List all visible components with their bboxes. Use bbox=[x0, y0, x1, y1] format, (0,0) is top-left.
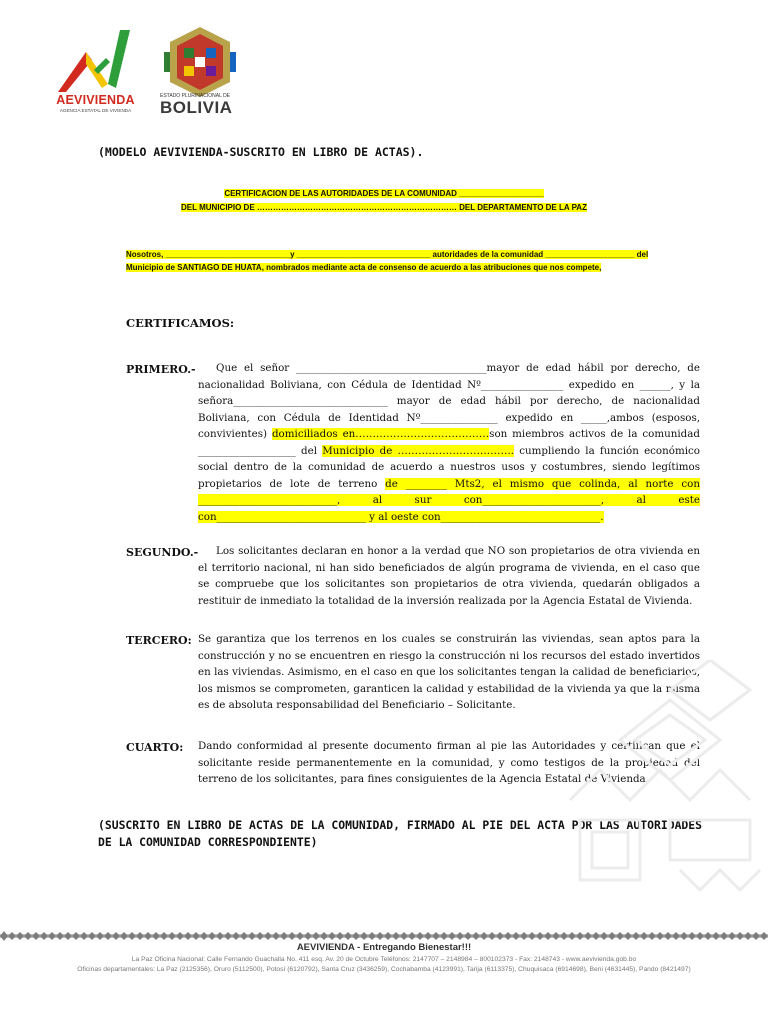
aevivienda-subtitle: AGENCIA ESTATAL DE VIVIENDA bbox=[59, 108, 132, 113]
tercero-label: TERCERO: bbox=[126, 634, 192, 647]
tercero-body: Se garantiza que los terrenos en los cuales se construirán las viviendas, sean aptos para la construcción y no se encuentren en riesgo la construcción ni los recursos del estado invertidos en las viviendas. Asimismo, en el caso en que los solicitantes tengan la calidad de beneficiarios, los mismos se comprometen, garanticen la calidad y estabilidad de la vivienda ya que la misma es de absoluta responsabilidad del Beneficiario – Solicitante. bbox=[198, 633, 700, 711]
decorative-pattern-watermark bbox=[560, 660, 768, 920]
cuarto-label: CUARTO: bbox=[126, 741, 184, 754]
certification-line-1: CERTIFICACION DE LAS AUTORIDADES DE LA COMUNIDAD ___________________ bbox=[224, 189, 544, 198]
segundo-label: SEGUNDO.- bbox=[126, 546, 199, 559]
primero-text-1: Que el señor _____________________________________mayor de edad hábil por derecho, de nacionalidad Boliviana, con Cédula de Identidad Nº________________ expedido en ______, y la señora______________________________ mayor de edad hábil por derecho, de nacionalidad Boliviana, con Cédula de Identidad Nº_______________ expedido en _____,ambos (esposos, convivientes) bbox=[198, 362, 700, 440]
model-title: (MODELO AEVIVIENDA-SUSCRITO EN LIBRO DE ACTAS). bbox=[98, 145, 424, 159]
nosotros-line-2: Municipio de SANTIAGO DE HUATA, nombrados mediante acta de consenso de acuerdo a las atribuciones que nos compete, bbox=[126, 263, 602, 272]
footer-regional-offices: Oficinas departamentales: La Paz (2125356), Oruro (5112500), Potosí (6120792), Santa Cruz (3436259), Cochabamba (4123991), Tarija (6113375), Chuquisaca (6914698), Beni (4631445), Pando (8421497) bbox=[77, 966, 691, 973]
bolivia-name: BOLIVIA bbox=[160, 98, 233, 117]
nosotros-line-1: Nosotros, ____________________________y ______________________________ autoridades de la comunidad ____________________ del bbox=[126, 250, 649, 259]
primero-domicile: domiciliados en………………………………… bbox=[271, 428, 490, 440]
aevivienda-name: AEVIVIENDA bbox=[56, 93, 135, 107]
primero-municipio: Municipio de ……………………………. bbox=[322, 444, 515, 457]
segundo-body: Los solicitantes declaran en honor a la verdad que NO son propietarios de otra vivienda en el territorio nacional, ni han sido beneficiados de algún programa de vivienda, en el caso que se compruebe que los solicitantes son propietarios de otra vivienda, quedarán obligados a restituir de inmediato la totalidad de la inversión realizada por la Agencia Estatal de Vivienda. bbox=[198, 545, 700, 607]
primero-boundaries: de ________ Mts2, el mismo que colinda, al norte con ___________________________, al sur con_______________________, al este con_____________________________ y al oeste con_______________________________. bbox=[198, 477, 700, 523]
footer-title: AEVIVIENDA - Entregando Bienestar!!! bbox=[296, 942, 472, 953]
cuarto-body: Dando conformidad al presente documento firman al pie las Autoridades y certifican que el solicitante reside permanentemente en la comunidad, y como testigos de la propiedad del terreno de los solicitantes, para fines consiguientes de la Agencia Estatal de Vivienda. bbox=[198, 740, 700, 785]
primero-body bbox=[198, 360, 700, 525]
primero-label: PRIMERO.- bbox=[126, 363, 196, 376]
aevivienda-logo bbox=[50, 22, 140, 122]
primero-text-3: cumpliendo la función económico social dentro de la comunidad de acuerdo a nuestros usos y costumbres, siendo legítimos propietarios de lote de terreno bbox=[198, 444, 700, 490]
bolivia-subtitle: ESTADO PLURINACIONAL DE bbox=[160, 93, 231, 99]
footer-national-office: La Paz Oficina Nacional: Calle Fernando Guachalla No. 411 esq. Av. 20 de Octubre Teléfonos: 2147707 – 2148984 – 800102373 - Fax: 2148743 - www.aevivienda.gob.bo bbox=[131, 956, 637, 963]
closing-note: (SUSCRITO EN LIBRO DE ACTAS DE LA COMUNIDAD, FIRMADO AL PIE DEL ACTA POR LAS AUTORIDADES DE LA COMUNIDAD CORRESPONDIENTE) bbox=[98, 818, 702, 849]
certification-line-2: DEL MUNICIPIO DE ………………………………………………………………… DEL DEPARTAMENTO DE LA PAZ bbox=[181, 203, 587, 212]
certificamos-heading: CERTIFICAMOS: bbox=[126, 316, 235, 330]
primero-text-2: son miembros activos de la comunidad ___________________ del bbox=[198, 428, 700, 457]
